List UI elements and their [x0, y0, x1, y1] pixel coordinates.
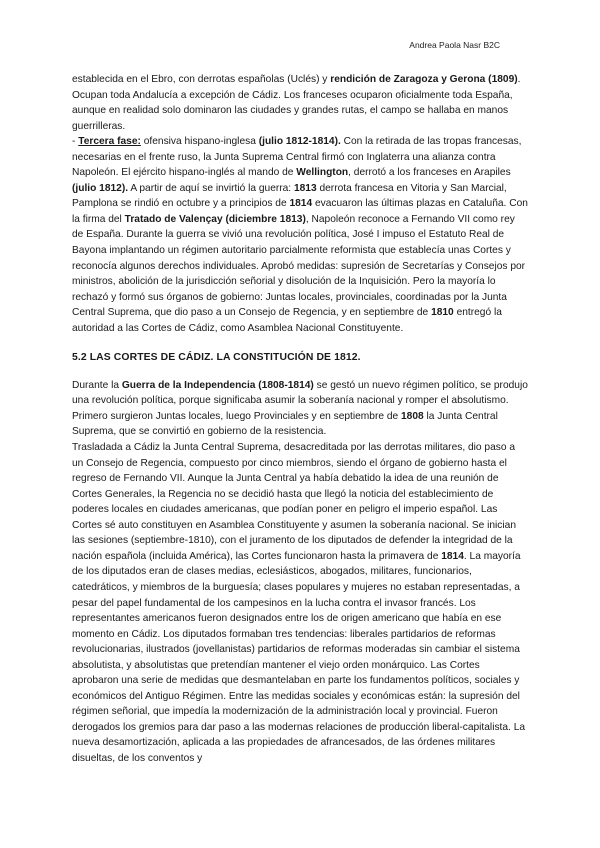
section-heading: 5.2 LAS CORTES DE CÁDIZ. LA CONSTITUCIÓN DE 1812. [72, 352, 361, 364]
paragraph-guerra-independencia: Durante la Guerra de la Independencia (1808-1814) se gestó un nuevo régimen político, se produjo una revolución política, porque significaba asumir la soberanía nacional y romper el absolutismo. Primero surgieron Juntas locales, luego Provinciales y en septiembre de 1808 la Junta Central Suprema, que se convirtió en gobierno de la resistencia. [72, 379, 528, 438]
document-body [72, 72, 528, 767]
paragraph-guerra-fase2-end: establecida en el Ebro, con derrotas españolas (Uclés) y rendición de Zaragoza y Gerona (1809). Ocupan toda Andalucía a excepción de Cádiz. Los franceses ocuparon oficialmente toda España, aunque en realidad solo dominaron las ciudades y grandes rutas, el campo se hallaba en manos guerrilleras. [72, 74, 521, 132]
paragraph-cortes-cadiz: Trasladada a Cádiz la Junta Central Suprema, desacreditada por las derrotas militares, dio paso a un Consejo de Regencia, compuesto por cinco miembros, siendo el órgano de gobierno hasta el regreso de Fernando VII. Aunque la Junta Central ya había debatido la idea de una reunión de Cortes Generales, la Regencia no se decidió hasta que llegó la noticia del establecimiento de poderes locales en ciudades americanas, que podían poner en peligro el imperio español. Las Cortes sé auto constituyen en Asamblea Constituyente y asumen la soberanía nacional. Se inician las sesiones (septiembre-1810), con el juramento de los diputados de defender la integridad de la nación española (incluida América), las Cortes funcionaron hasta la primavera de 1814. La mayoría de los diputados eran de clases medias, eclesiásticos, abogados, militares, funcionarios, catedráticos, y miembros de la burguesía; clases populares y mujeres no estaban representadas, a pesar del papel fundamental de los campesinos en la lucha contra el invasor francés. Los representantes americanos fueron designados entre los de origen americano que había en ese momento en Cádiz. Los diputados formaban tres tendencias: liberales partidarios de reformas revolucionarias, ilustrados (jovellanistas) partidarios de reformas moderadas sin cambiar el sistema absolutista, y absolutistas que pretendían mantener el viejo orden monárquico. Las Cortes aprobaron una serie de medidas que desmantelaban en parte los fundamentos políticos, sociales y económicos del Antiguo Régimen. Entre las medidas sociales y económicas están: la supresión del régimen señorial, que impedía la modernización de la administración local y provincial. Fueron derogados los gremios para dar paso a las modernas relaciones de producción liberal-capitalista. La nueva desamortización, aplicada a las propiedades de afrancesados, de las órdenes militares disueltas, de los conventos y [72, 442, 526, 764]
paragraph-tercera-fase: - Tercera fase: ofensiva hispano-inglesa (julio 1812-1814). Con la retirada de las tropas francesas, necesarias en el frente ruso, la Junta Suprema Central firmó con Inglaterra una alianza contra Napoleón. El ejército hispano-inglés al mando de Wellington, derrotó a los franceses en Arapiles (julio 1812). A partir de aquí se invirtió la guerra: 1813 derrota francesa en Vitoria y San Marcial, Pamplona se rindió en octubre y a principios de 1814 evacuaron las últimas plazas en Cataluña. Con la firma del Tratado de Valençay (diciembre 1813), Napoleón reconoce a Fernando VII como rey de España. Durante la guerra se vivió una revolución política, José I impuso el Estatuto Real de Bayona implantando un régimen autoritario parcialmente reformista que establecía unas Cortes y reconocía algunos derechos individuales. Aprobó medidas: supresión de Secretarías y Consejos por ministros, abolición de la jurisdicción señorial y disolución de la Inquisición. Pero la mayoría lo rechazó y formó sus órganos de gobierno: Juntas locales, provinciales, coordinadas por la Junta Central Suprema, que dio paso a un Consejo de Regencia, y en septiembre de 1810 entregó la autoridad a las Cortes de Cádiz, como Asamblea Nacional Constituyente. [72, 136, 528, 334]
page-header-author: Andrea Paola Nasr B2C [409, 40, 500, 50]
